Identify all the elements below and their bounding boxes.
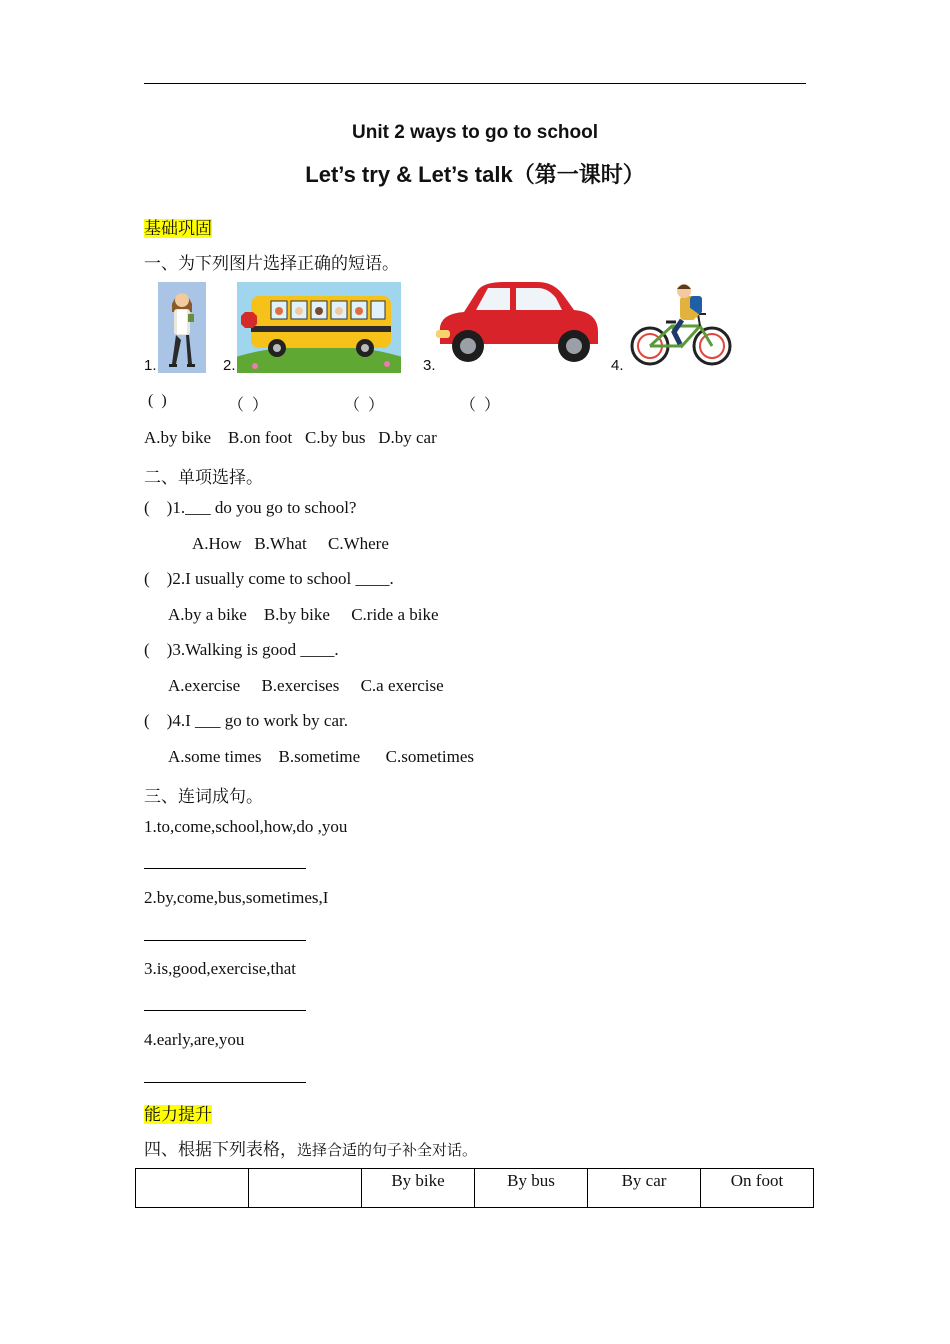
unit-title: Unit 2 ways to go to school [352,122,598,143]
section-basic-label [144,214,212,239]
pic-number-1: 1. [144,357,157,374]
question-4: ( )4.I ___ go to work by car. [144,711,348,730]
reorder-item-3: 3.is,good,exercise,that [144,959,297,978]
reorder-item-1: 1.to,come,school,how,do ,you [144,817,348,836]
answer-paren-2[interactable]: （ ） [228,397,269,414]
pic-number-3: 3. [423,357,436,374]
part2-heading: 二、单项选择。 [144,468,263,487]
table-header-by-car: By car [588,1169,701,1208]
header-rule [144,83,806,84]
answer-paren-3[interactable]: （ ） [344,397,385,414]
section-ability-highlight: 能力提升 [144,1105,212,1124]
table-row [136,1169,814,1208]
question-3-options: A.exercise B.exercises C.a exercise [168,676,444,695]
question-4-options: A.some times B.sometime C.sometimes [168,747,474,766]
part4-heading-rest: 选择合适的句子补全对话。 [297,1143,478,1159]
question-3: ( )3.Walking is good ____. [144,640,339,659]
table-header-by-bus: By bus [475,1169,588,1208]
answer-paren-1[interactable]: ( ) [148,392,167,409]
lesson-title: Let’s try & Let’s talk（第一课时） [305,162,645,187]
question-1: ( )1.___ do you go to school? [144,498,357,517]
section-ability-label [144,1100,212,1125]
answer-line-1[interactable] [144,868,306,869]
table-header-on-foot: On foot [701,1169,814,1208]
walking-woman-image [158,282,206,373]
answer-line-3[interactable] [144,1010,306,1011]
pic-number-4: 4. [611,357,624,374]
reorder-item-4: 4.early,are,you [144,1030,245,1049]
part1-heading: 一、为下列图片选择正确的短语。 [144,254,399,273]
table-header-by-bike: By bike [362,1169,475,1208]
reorder-item-2: 2.by,come,bus,sometimes,I [144,888,329,907]
table-cell-empty-2 [249,1169,362,1208]
question-2-options: A.by a bike B.by bike C.ride a bike [168,605,439,624]
question-2: ( )2.I usually come to school ____. [144,569,394,588]
part4-heading [144,1135,477,1160]
answer-line-4[interactable] [144,1082,306,1083]
pic-number-2: 2. [223,357,236,374]
transport-table [135,1168,814,1208]
section-basic-highlight: 基础巩固 [144,219,212,238]
red-car-image [434,280,600,366]
answer-line-2[interactable] [144,940,306,941]
answer-paren-4[interactable]: （ ） [460,397,501,414]
part1-options: A.by bike B.on foot C.by bus D.by car [144,428,437,447]
school-bus-image [237,282,401,373]
boy-on-bike-image [628,282,734,370]
question-1-options: A.How B.What C.Where [192,534,389,553]
part4-heading-main: 四、根据下列表格， [144,1140,297,1159]
table-cell-empty-1 [136,1169,249,1208]
part3-heading: 三、连词成句。 [144,787,263,806]
